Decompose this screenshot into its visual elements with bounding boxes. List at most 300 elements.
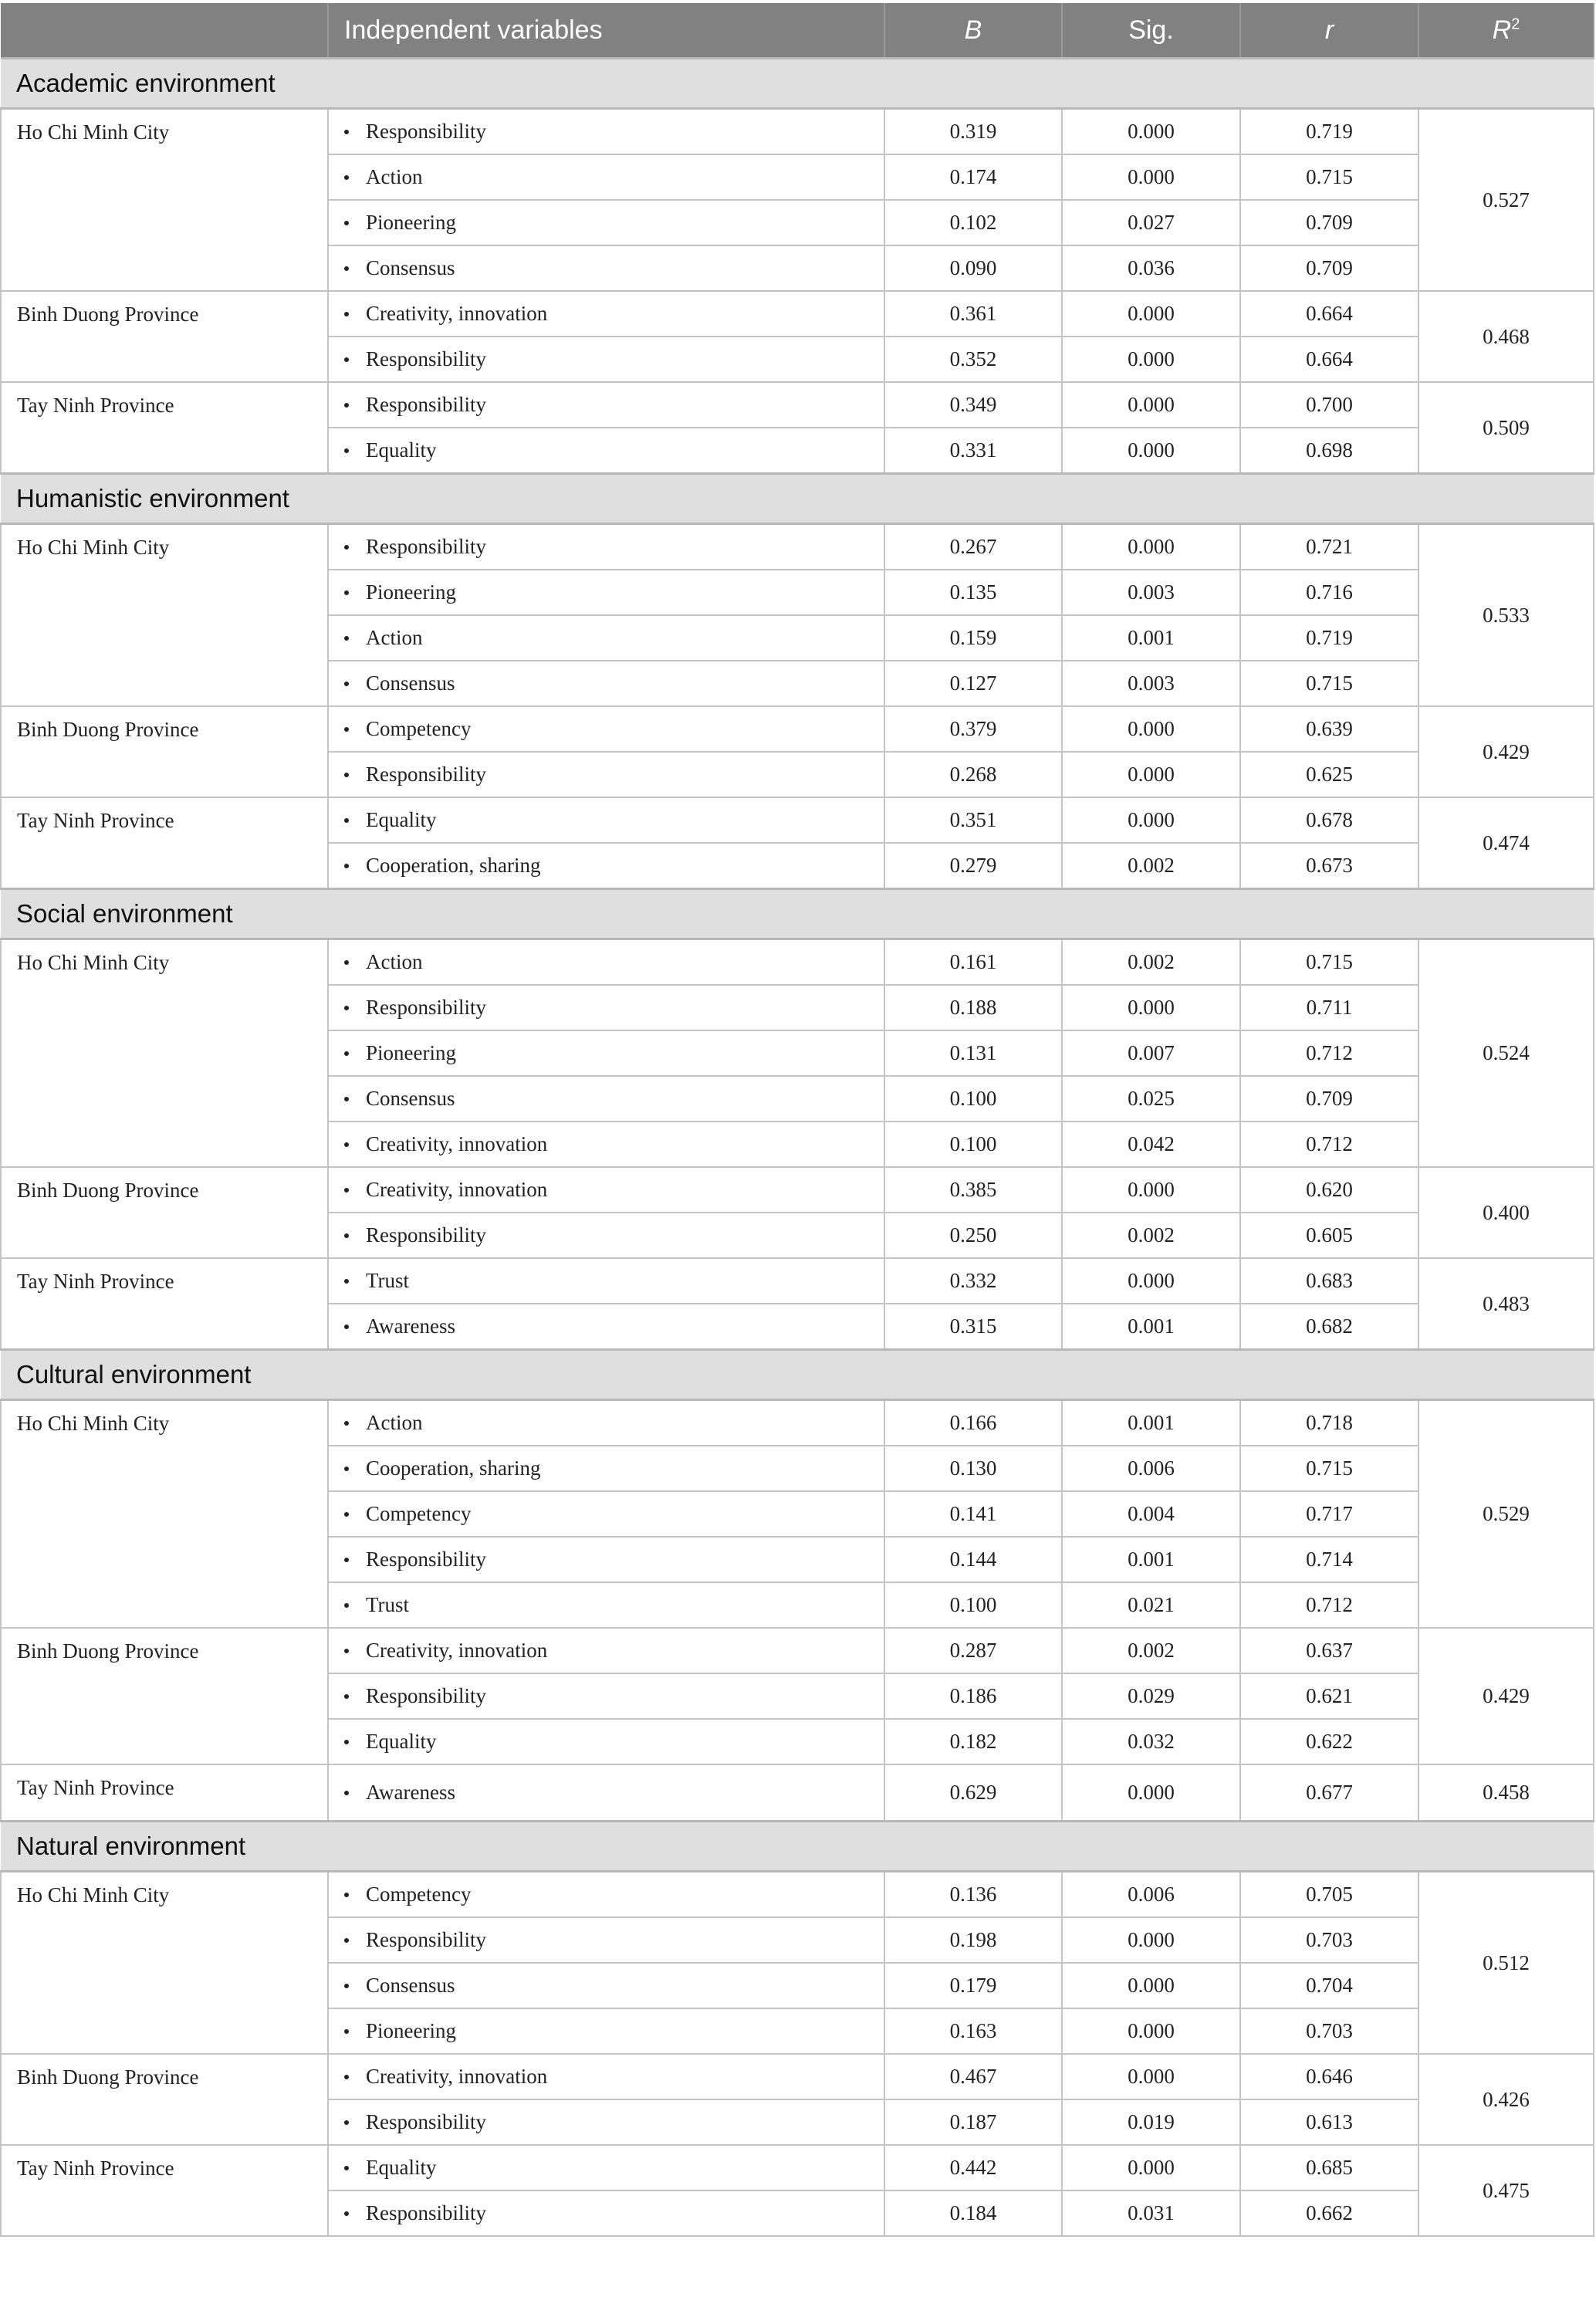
table-row bbox=[1, 1764, 1594, 1822]
location-cell: Ho Chi Minh City bbox=[1, 1400, 328, 1629]
r-value: 0.709 bbox=[1240, 245, 1418, 291]
variable-cell bbox=[328, 2145, 884, 2191]
variable-name: Action bbox=[366, 950, 423, 973]
sig-value: 0.000 bbox=[1062, 797, 1240, 843]
location-cell: Ho Chi Minh City bbox=[1, 939, 328, 1168]
bullet-icon bbox=[344, 2166, 349, 2170]
bullet-icon bbox=[344, 1694, 349, 1699]
r-value: 0.698 bbox=[1240, 428, 1418, 474]
sig-value: 0.021 bbox=[1062, 1582, 1240, 1628]
sig-value: 0.006 bbox=[1062, 1872, 1240, 1918]
sig-value: 0.031 bbox=[1062, 2191, 1240, 2236]
bullet-icon bbox=[344, 2120, 349, 2125]
bullet-icon bbox=[344, 403, 349, 408]
header-sig: Sig. bbox=[1062, 3, 1240, 59]
header-r2-base: R bbox=[1492, 15, 1512, 45]
sig-value: 0.000 bbox=[1062, 109, 1240, 155]
bullet-icon bbox=[344, 1188, 349, 1193]
regression-table bbox=[0, 3, 1594, 2237]
variable-cell bbox=[328, 1491, 884, 1537]
r-squared-value: 0.533 bbox=[1418, 524, 1594, 707]
variable-cell bbox=[328, 2099, 884, 2145]
b-value: 0.102 bbox=[884, 200, 1062, 245]
section-title: Academic environment bbox=[1, 59, 1594, 109]
bullet-icon bbox=[344, 1512, 349, 1517]
bullet-icon bbox=[344, 1279, 349, 1284]
r-value: 0.711 bbox=[1240, 985, 1418, 1030]
b-value: 0.179 bbox=[884, 1963, 1062, 2008]
variable-name: Pioneering bbox=[366, 211, 456, 234]
table-row bbox=[1, 524, 1594, 570]
r-squared-value: 0.527 bbox=[1418, 109, 1594, 292]
r-value: 0.715 bbox=[1240, 1446, 1418, 1491]
sig-value: 0.004 bbox=[1062, 1491, 1240, 1537]
variable-name: Responsibility bbox=[366, 535, 487, 558]
sig-value: 0.000 bbox=[1062, 524, 1240, 570]
b-value: 0.332 bbox=[884, 1258, 1062, 1304]
bullet-icon bbox=[344, 2075, 349, 2079]
header-b: B bbox=[884, 3, 1062, 59]
bullet-icon bbox=[344, 448, 349, 453]
sig-value: 0.001 bbox=[1062, 1304, 1240, 1350]
variable-cell bbox=[328, 200, 884, 245]
variable-cell bbox=[328, 2191, 884, 2236]
variable-name: Equality bbox=[366, 2156, 437, 2179]
variable-name: Pioneering bbox=[366, 580, 456, 604]
bullet-icon bbox=[344, 175, 349, 180]
variable-cell bbox=[328, 615, 884, 661]
sig-value: 0.025 bbox=[1062, 1076, 1240, 1121]
b-value: 0.131 bbox=[884, 1030, 1062, 1076]
variable-name: Responsibility bbox=[366, 996, 487, 1019]
variable-cell bbox=[328, 1446, 884, 1491]
b-value: 0.331 bbox=[884, 428, 1062, 474]
location-cell: Tay Ninh Province bbox=[1, 2145, 328, 2236]
variable-name: Responsibility bbox=[366, 120, 487, 143]
header-r-squared bbox=[1418, 3, 1594, 59]
sig-value: 0.019 bbox=[1062, 2099, 1240, 2145]
b-value: 0.467 bbox=[884, 2054, 1062, 2099]
sig-value: 0.000 bbox=[1062, 2054, 1240, 2099]
bullet-icon bbox=[344, 590, 349, 595]
b-value: 0.268 bbox=[884, 752, 1062, 797]
variable-name: Action bbox=[366, 1411, 423, 1434]
section-title: Humanistic environment bbox=[1, 474, 1594, 524]
variable-cell bbox=[328, 1076, 884, 1121]
variable-cell bbox=[328, 382, 884, 428]
variable-cell bbox=[328, 291, 884, 337]
variable-name: Trust bbox=[366, 1593, 410, 1616]
variable-name: Awareness bbox=[366, 1314, 455, 1338]
r-squared-value: 0.400 bbox=[1418, 1167, 1594, 1258]
variable-cell bbox=[328, 1258, 884, 1304]
variable-cell bbox=[328, 337, 884, 382]
r-value: 0.700 bbox=[1240, 382, 1418, 428]
bullet-icon bbox=[344, 357, 349, 362]
variable-name: Cooperation, sharing bbox=[366, 854, 541, 877]
r-value: 0.703 bbox=[1240, 1917, 1418, 1963]
b-value: 0.188 bbox=[884, 985, 1062, 1030]
b-value: 0.361 bbox=[884, 291, 1062, 337]
bullet-icon bbox=[344, 1324, 349, 1329]
bullet-icon bbox=[344, 1006, 349, 1010]
bullet-icon bbox=[344, 130, 349, 134]
b-value: 0.136 bbox=[884, 1872, 1062, 1918]
variable-cell bbox=[328, 245, 884, 291]
bullet-icon bbox=[344, 1893, 349, 1897]
b-value: 0.379 bbox=[884, 706, 1062, 752]
location-cell: Tay Ninh Province bbox=[1, 1258, 328, 1350]
variable-cell bbox=[328, 1121, 884, 1167]
variable-name: Responsibility bbox=[366, 1548, 487, 1571]
variable-cell bbox=[328, 1167, 884, 1213]
r-value: 0.718 bbox=[1240, 1400, 1418, 1446]
sig-value: 0.000 bbox=[1062, 291, 1240, 337]
sig-value: 0.036 bbox=[1062, 245, 1240, 291]
r-value: 0.712 bbox=[1240, 1030, 1418, 1076]
bullet-icon bbox=[344, 1142, 349, 1147]
bullet-icon bbox=[344, 864, 349, 868]
r-value: 0.719 bbox=[1240, 615, 1418, 661]
r-value: 0.716 bbox=[1240, 570, 1418, 615]
variable-cell bbox=[328, 1030, 884, 1076]
variable-cell bbox=[328, 2054, 884, 2099]
r-squared-value: 0.529 bbox=[1418, 1400, 1594, 1629]
sig-value: 0.000 bbox=[1062, 154, 1240, 200]
section-row bbox=[1, 1350, 1594, 1400]
r-value: 0.664 bbox=[1240, 337, 1418, 382]
r-value: 0.709 bbox=[1240, 200, 1418, 245]
header-r: r bbox=[1240, 3, 1418, 59]
table-row bbox=[1, 1872, 1594, 1918]
b-value: 0.267 bbox=[884, 524, 1062, 570]
variable-name: Responsibility bbox=[366, 763, 487, 786]
b-value: 0.442 bbox=[884, 2145, 1062, 2191]
r-value: 0.715 bbox=[1240, 939, 1418, 986]
location-cell: Ho Chi Minh City bbox=[1, 1872, 328, 2055]
b-value: 0.161 bbox=[884, 939, 1062, 986]
variable-cell bbox=[328, 1764, 884, 1822]
section-title: Natural environment bbox=[1, 1822, 1594, 1872]
variable-name: Consensus bbox=[366, 1974, 455, 1997]
variable-cell bbox=[328, 1400, 884, 1446]
sig-value: 0.000 bbox=[1062, 985, 1240, 1030]
b-value: 0.315 bbox=[884, 1304, 1062, 1350]
sig-value: 0.002 bbox=[1062, 843, 1240, 889]
section-row bbox=[1, 59, 1594, 109]
r-squared-value: 0.468 bbox=[1418, 291, 1594, 382]
variable-cell bbox=[328, 1537, 884, 1582]
r-squared-value: 0.426 bbox=[1418, 2054, 1594, 2145]
variable-cell bbox=[328, 1304, 884, 1350]
r-value: 0.683 bbox=[1240, 1258, 1418, 1304]
r-value: 0.646 bbox=[1240, 2054, 1418, 2099]
r-value: 0.703 bbox=[1240, 2008, 1418, 2054]
r-value: 0.719 bbox=[1240, 109, 1418, 155]
variable-name: Responsibility bbox=[366, 1223, 487, 1247]
sig-value: 0.003 bbox=[1062, 661, 1240, 706]
variable-cell bbox=[328, 797, 884, 843]
b-value: 0.352 bbox=[884, 337, 1062, 382]
table-row bbox=[1, 1628, 1594, 1673]
r-value: 0.678 bbox=[1240, 797, 1418, 843]
sig-value: 0.000 bbox=[1062, 1167, 1240, 1213]
b-value: 0.100 bbox=[884, 1582, 1062, 1628]
bullet-icon bbox=[344, 1421, 349, 1426]
sig-value: 0.027 bbox=[1062, 200, 1240, 245]
bullet-icon bbox=[344, 960, 349, 965]
r-value: 0.704 bbox=[1240, 1963, 1418, 2008]
bullet-icon bbox=[344, 818, 349, 823]
bullet-icon bbox=[344, 2211, 349, 2216]
b-value: 0.198 bbox=[884, 1917, 1062, 1963]
b-value: 0.127 bbox=[884, 661, 1062, 706]
variable-name: Equality bbox=[366, 438, 437, 462]
location-cell: Binh Duong Province bbox=[1, 291, 328, 382]
table-row bbox=[1, 2145, 1594, 2191]
b-value: 0.351 bbox=[884, 797, 1062, 843]
variable-name: Awareness bbox=[366, 1781, 455, 1804]
variable-cell bbox=[328, 1628, 884, 1673]
r-value: 0.677 bbox=[1240, 1764, 1418, 1822]
r-squared-value: 0.474 bbox=[1418, 797, 1594, 889]
r-squared-value: 0.524 bbox=[1418, 939, 1594, 1168]
variable-name: Creativity, innovation bbox=[366, 302, 548, 325]
variable-name: Equality bbox=[366, 808, 437, 831]
sig-value: 0.000 bbox=[1062, 2145, 1240, 2191]
b-value: 0.349 bbox=[884, 382, 1062, 428]
bullet-icon bbox=[344, 773, 349, 777]
bullet-icon bbox=[344, 1791, 349, 1795]
bullet-icon bbox=[344, 1558, 349, 1562]
variable-cell bbox=[328, 1673, 884, 1719]
sig-value: 0.042 bbox=[1062, 1121, 1240, 1167]
r-value: 0.637 bbox=[1240, 1628, 1418, 1673]
bullet-icon bbox=[344, 727, 349, 732]
r-squared-value: 0.429 bbox=[1418, 706, 1594, 797]
b-value: 0.279 bbox=[884, 843, 1062, 889]
b-value: 0.186 bbox=[884, 1673, 1062, 1719]
variable-name: Responsibility bbox=[366, 347, 487, 370]
b-value: 0.135 bbox=[884, 570, 1062, 615]
sig-value: 0.000 bbox=[1062, 1963, 1240, 2008]
table-row bbox=[1, 291, 1594, 337]
r-value: 0.682 bbox=[1240, 1304, 1418, 1350]
variable-cell bbox=[328, 706, 884, 752]
variable-name: Competency bbox=[366, 1502, 472, 1525]
bullet-icon bbox=[344, 1603, 349, 1608]
bullet-icon bbox=[344, 1938, 349, 1943]
b-value: 0.141 bbox=[884, 1491, 1062, 1537]
variable-name: Pioneering bbox=[366, 2019, 456, 2042]
sig-value: 0.006 bbox=[1062, 1446, 1240, 1491]
bullet-icon bbox=[344, 1233, 349, 1238]
location-cell: Binh Duong Province bbox=[1, 1167, 328, 1258]
table-row bbox=[1, 797, 1594, 843]
location-cell: Binh Duong Province bbox=[1, 1628, 328, 1764]
b-value: 0.182 bbox=[884, 1719, 1062, 1764]
sig-value: 0.001 bbox=[1062, 615, 1240, 661]
r-squared-value: 0.429 bbox=[1418, 1628, 1594, 1764]
sig-value: 0.032 bbox=[1062, 1719, 1240, 1764]
variable-name: Competency bbox=[366, 1883, 472, 1906]
r-value: 0.717 bbox=[1240, 1491, 1418, 1537]
b-value: 0.250 bbox=[884, 1213, 1062, 1258]
r-value: 0.621 bbox=[1240, 1673, 1418, 1719]
table-row bbox=[1, 1258, 1594, 1304]
b-value: 0.319 bbox=[884, 109, 1062, 155]
variable-name: Responsibility bbox=[366, 2110, 487, 2133]
bullet-icon bbox=[344, 545, 349, 550]
variable-name: Creativity, innovation bbox=[366, 1132, 548, 1155]
sig-value: 0.002 bbox=[1062, 1213, 1240, 1258]
variable-cell bbox=[328, 1872, 884, 1918]
r-value: 0.673 bbox=[1240, 843, 1418, 889]
header-r2-sup: 2 bbox=[1511, 15, 1520, 33]
variable-cell bbox=[328, 1719, 884, 1764]
variable-cell bbox=[328, 661, 884, 706]
variable-cell bbox=[328, 570, 884, 615]
r-value: 0.714 bbox=[1240, 1537, 1418, 1582]
r-value: 0.712 bbox=[1240, 1121, 1418, 1167]
sig-value: 0.002 bbox=[1062, 939, 1240, 986]
sig-value: 0.000 bbox=[1062, 1258, 1240, 1304]
variable-name: Trust bbox=[366, 1269, 410, 1292]
r-value: 0.705 bbox=[1240, 1872, 1418, 1918]
variable-cell bbox=[328, 2008, 884, 2054]
section-title: Social environment bbox=[1, 889, 1594, 939]
location-cell: Tay Ninh Province bbox=[1, 797, 328, 889]
table-row bbox=[1, 2054, 1594, 2099]
variable-cell bbox=[328, 939, 884, 986]
r-value: 0.715 bbox=[1240, 154, 1418, 200]
b-value: 0.159 bbox=[884, 615, 1062, 661]
variable-cell bbox=[328, 1963, 884, 2008]
bullet-icon bbox=[344, 1467, 349, 1471]
variable-name: Pioneering bbox=[366, 1041, 456, 1064]
location-cell: Tay Ninh Province bbox=[1, 382, 328, 474]
variable-name: Equality bbox=[366, 1730, 437, 1753]
b-value: 0.130 bbox=[884, 1446, 1062, 1491]
variable-name: Action bbox=[366, 165, 423, 188]
sig-value: 0.000 bbox=[1062, 337, 1240, 382]
variable-name: Creativity, innovation bbox=[366, 2065, 548, 2088]
r-value: 0.605 bbox=[1240, 1213, 1418, 1258]
b-value: 0.090 bbox=[884, 245, 1062, 291]
sig-value: 0.000 bbox=[1062, 382, 1240, 428]
variable-cell bbox=[328, 1917, 884, 1963]
bullet-icon bbox=[344, 221, 349, 225]
b-value: 0.184 bbox=[884, 2191, 1062, 2236]
sig-value: 0.000 bbox=[1062, 752, 1240, 797]
bullet-icon bbox=[344, 682, 349, 686]
location-cell: Ho Chi Minh City bbox=[1, 109, 328, 292]
table-body bbox=[1, 59, 1594, 2237]
r-value: 0.685 bbox=[1240, 2145, 1418, 2191]
sig-value: 0.000 bbox=[1062, 1917, 1240, 1963]
b-value: 0.629 bbox=[884, 1764, 1062, 1822]
variable-name: Action bbox=[366, 626, 423, 649]
b-value: 0.100 bbox=[884, 1076, 1062, 1121]
r-squared-value: 0.458 bbox=[1418, 1764, 1594, 1822]
sig-value: 0.029 bbox=[1062, 1673, 1240, 1719]
r-value: 0.662 bbox=[1240, 2191, 1418, 2236]
bullet-icon bbox=[344, 1649, 349, 1653]
b-value: 0.287 bbox=[884, 1628, 1062, 1673]
bullet-icon bbox=[344, 636, 349, 641]
variable-cell bbox=[328, 752, 884, 797]
r-squared-value: 0.475 bbox=[1418, 2145, 1594, 2236]
variable-cell bbox=[328, 428, 884, 474]
variable-cell bbox=[328, 1213, 884, 1258]
r-value: 0.712 bbox=[1240, 1582, 1418, 1628]
bullet-icon bbox=[344, 1740, 349, 1744]
variable-cell bbox=[328, 154, 884, 200]
bullet-icon bbox=[344, 1097, 349, 1101]
variable-cell bbox=[328, 109, 884, 155]
table-row bbox=[1, 1167, 1594, 1213]
variable-name: Responsibility bbox=[366, 1684, 487, 1707]
r-value: 0.613 bbox=[1240, 2099, 1418, 2145]
sig-value: 0.003 bbox=[1062, 570, 1240, 615]
r-value: 0.664 bbox=[1240, 291, 1418, 337]
variable-name: Consensus bbox=[366, 672, 455, 695]
sig-value: 0.007 bbox=[1062, 1030, 1240, 1076]
variable-cell bbox=[328, 985, 884, 1030]
sig-value: 0.001 bbox=[1062, 1400, 1240, 1446]
r-value: 0.625 bbox=[1240, 752, 1418, 797]
r-value: 0.709 bbox=[1240, 1076, 1418, 1121]
bullet-icon bbox=[344, 1984, 349, 1988]
bullet-icon bbox=[344, 312, 349, 316]
b-value: 0.166 bbox=[884, 1400, 1062, 1446]
location-cell: Tay Ninh Province bbox=[1, 1764, 328, 1822]
table-row bbox=[1, 939, 1594, 986]
table-row bbox=[1, 382, 1594, 428]
r-value: 0.620 bbox=[1240, 1167, 1418, 1213]
variable-name: Cooperation, sharing bbox=[366, 1456, 541, 1480]
table-row bbox=[1, 706, 1594, 752]
r-value: 0.721 bbox=[1240, 524, 1418, 570]
section-row bbox=[1, 889, 1594, 939]
r-value: 0.715 bbox=[1240, 661, 1418, 706]
table-header bbox=[1, 3, 1594, 59]
location-cell: Binh Duong Province bbox=[1, 706, 328, 797]
bullet-icon bbox=[344, 2029, 349, 2034]
sig-value: 0.002 bbox=[1062, 1628, 1240, 1673]
sig-value: 0.001 bbox=[1062, 1537, 1240, 1582]
r-value: 0.639 bbox=[1240, 706, 1418, 752]
section-row bbox=[1, 1822, 1594, 1872]
table-row bbox=[1, 109, 1594, 155]
b-value: 0.187 bbox=[884, 2099, 1062, 2145]
bullet-icon bbox=[344, 266, 349, 271]
sig-value: 0.000 bbox=[1062, 428, 1240, 474]
location-cell: Binh Duong Province bbox=[1, 2054, 328, 2145]
sig-value: 0.000 bbox=[1062, 706, 1240, 752]
b-value: 0.100 bbox=[884, 1121, 1062, 1167]
r-squared-value: 0.483 bbox=[1418, 1258, 1594, 1350]
variable-name: Creativity, innovation bbox=[366, 1178, 548, 1201]
variable-name: Creativity, innovation bbox=[366, 1639, 548, 1662]
variable-name: Responsibility bbox=[366, 393, 487, 416]
variable-name: Consensus bbox=[366, 256, 455, 279]
variable-name: Responsibility bbox=[366, 2201, 487, 2224]
header-location bbox=[1, 3, 328, 59]
variable-name: Responsibility bbox=[366, 1928, 487, 1951]
sig-value: 0.000 bbox=[1062, 1764, 1240, 1822]
r-squared-value: 0.509 bbox=[1418, 382, 1594, 474]
